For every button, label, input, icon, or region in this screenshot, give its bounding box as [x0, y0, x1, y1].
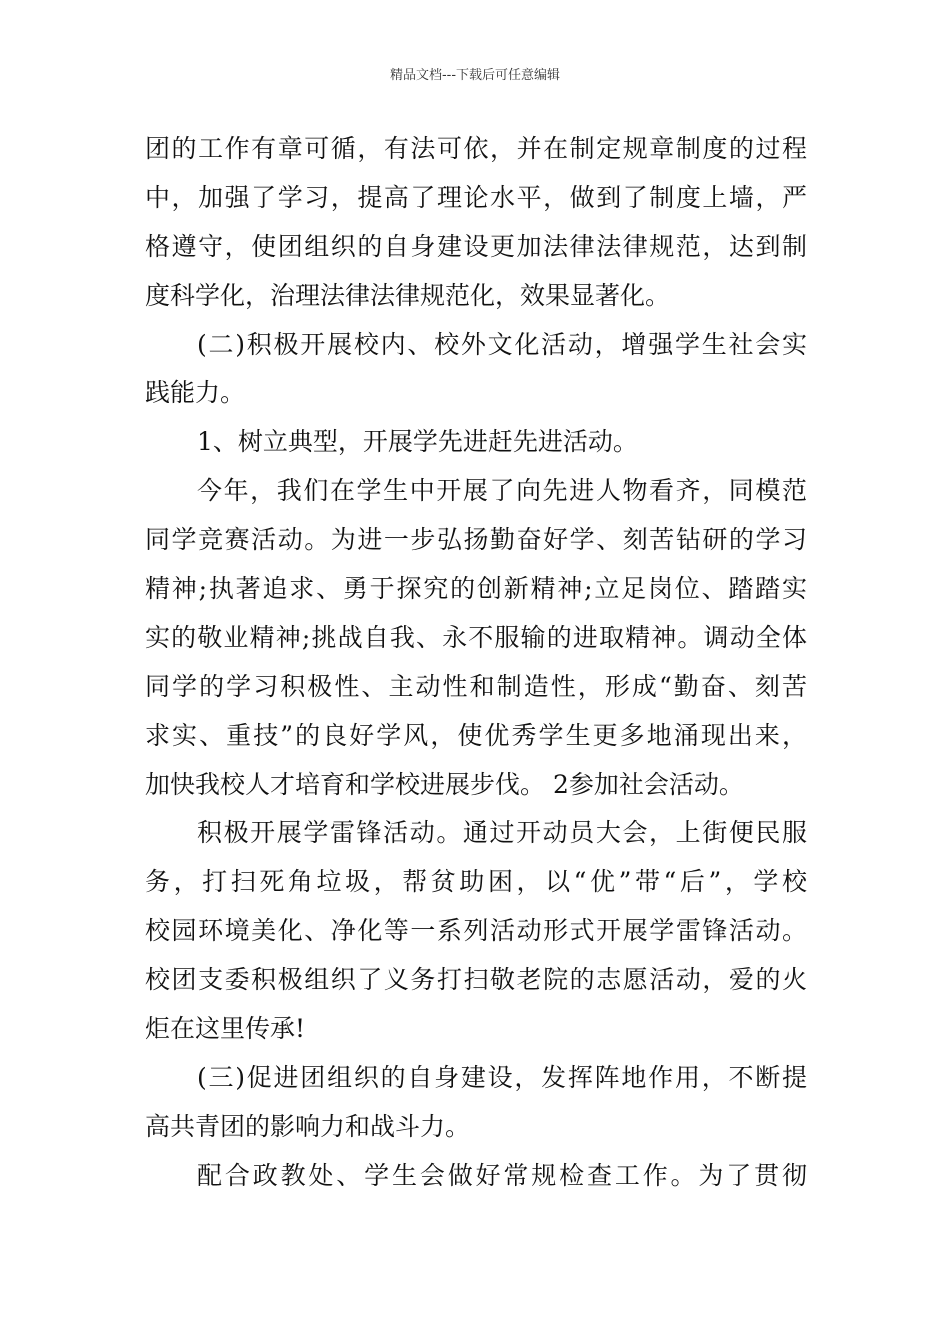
- page-header: 精品文档---下载后可任意编辑: [389, 68, 561, 83]
- text-line: 度科学化，治理法律法律规范化，效果显著化。: [145, 280, 671, 310]
- text-line: 同学的学习积极性、主动性和制造性，形成“勤奋、刻苦: [145, 671, 807, 701]
- text-line: 配合政教处、学生会做好常规检查工作。为了贯彻: [197, 1160, 807, 1190]
- text-line: 精神;执著追求、勇于探究的创新精神;立足岗位、踏踏实: [145, 574, 807, 604]
- document-body: [145, 125, 807, 1201]
- text-line: 践能力。: [145, 378, 246, 408]
- text-line: 同学竞赛活动。为进一步弘扬勤奋好学、刻苦钻研的学习: [145, 525, 807, 555]
- text-line: 1、树立典型，开展学先进赶先进活动。: [197, 427, 638, 457]
- text-line: 高共青团的影响力和战斗力。: [145, 1111, 471, 1141]
- text-line: 加快我校人才培育和学校进展步伐。 2参加社会活动。: [145, 769, 744, 799]
- text-line: 校园环境美化、净化等一系列活动形式开展学雷锋活动。: [145, 916, 807, 946]
- text-line: 校团支委积极组织了义务打扫敬老院的志愿活动，爱的火: [145, 965, 807, 995]
- text-line: 实的敬业精神;挑战自我、永不服输的进取精神。调动全体: [145, 622, 807, 652]
- text-line: 今年，我们在学生中开展了向先进人物看齐，同模范: [197, 476, 807, 506]
- text-line: 积极开展学雷锋活动。通过开动员大会，上街便民服: [197, 818, 807, 848]
- text-line: 格遵守，使团组织的自身建设更加法律法律规范，达到制: [145, 231, 807, 261]
- text-line: 务，打扫死角垃圾，帮贫助困，以“优”带“后”，学校: [145, 867, 807, 897]
- text-line: (三)促进团组织的自身建设，发挥阵地作用，不断提: [197, 1062, 807, 1092]
- text-line: (二)积极开展校内、校外文化活动，增强学生社会实: [197, 329, 807, 359]
- text-line: 求实、重技”的良好学风，使优秀学生更多地涌现出来，: [145, 720, 807, 750]
- text-line: 炬在这里传承!: [145, 1014, 306, 1044]
- text-line: 团的工作有章可循，有法可依，并在制定规章制度的过程: [145, 134, 807, 163]
- text-line: 中，加强了学习，提高了理论水平，做到了制度上墙，严: [145, 182, 807, 212]
